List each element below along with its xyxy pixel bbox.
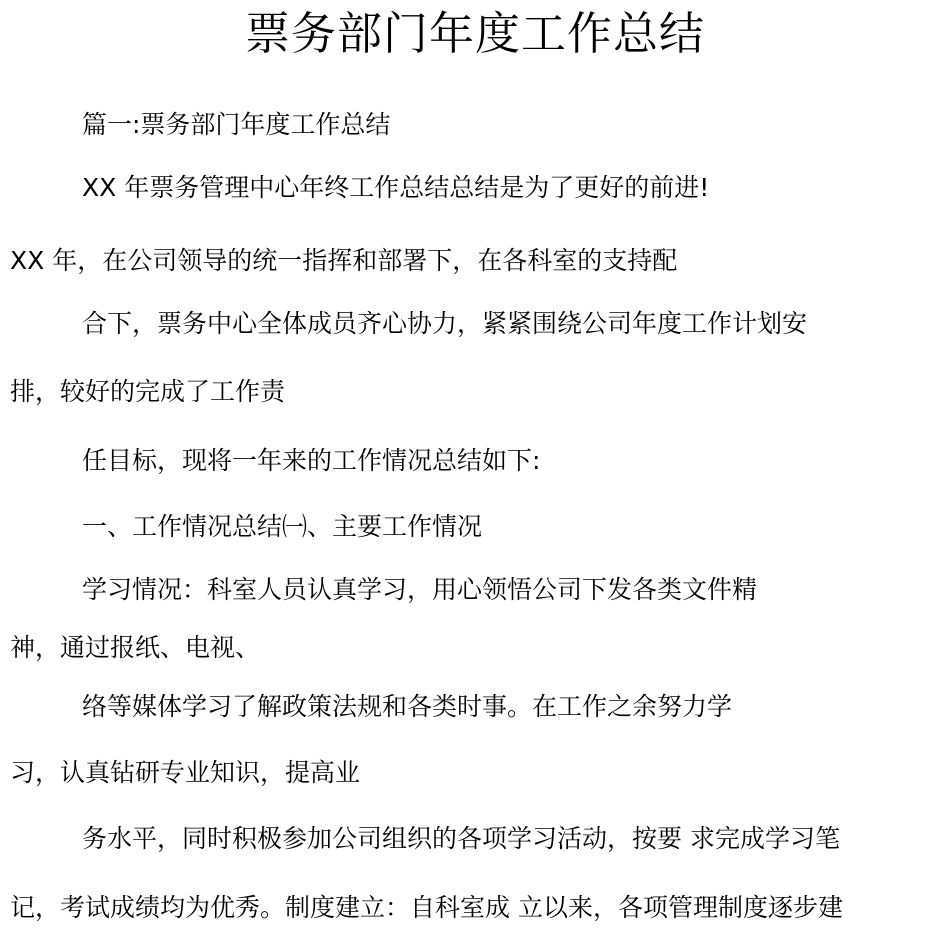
paragraph-line: 一、工作情况总结㈠、主要工作情况: [82, 512, 483, 541]
paragraph-line: 合下，票务中心全体成员齐心协力，紧紧围绕公司年度工作计划安: [82, 309, 808, 338]
paragraph-line: 任目标，现将一年来的工作情况总结如下:: [82, 446, 541, 475]
paragraph-line: 习，认真钻研专业知识，提高业: [10, 758, 361, 787]
document-title: 票务部门年度工作总结: [244, 7, 705, 60]
paragraph-line: 篇一:票务部门年度工作总结: [82, 110, 391, 139]
paragraph-line: 记，考试成绩均为优秀。制度建立：自科室成 立以来，各项管理制度逐步建: [10, 893, 843, 922]
paragraph-line: 神，通过报纸、电视、: [10, 633, 261, 662]
paragraph-line: 排，较好的完成了工作责: [10, 377, 286, 406]
paragraph-line: 络等媒体学习了解政策法规和各类时事。在工作之余努力学: [82, 692, 733, 721]
paragraph-line: 学习情况：科室人员认真学习，用心领悟公司下发各类文件精: [82, 575, 758, 604]
paragraph-line: XX 年票务管理中心年终工作总结总结是为了更好的前进!: [82, 173, 710, 202]
paragraph-line: 务水平，同时积极参加公司组织的各项学习活动，按要 求完成学习笔: [82, 824, 840, 853]
paragraph-line: XX 年，在公司领导的统一指挥和部署下，在各科室的支持配: [10, 246, 678, 275]
